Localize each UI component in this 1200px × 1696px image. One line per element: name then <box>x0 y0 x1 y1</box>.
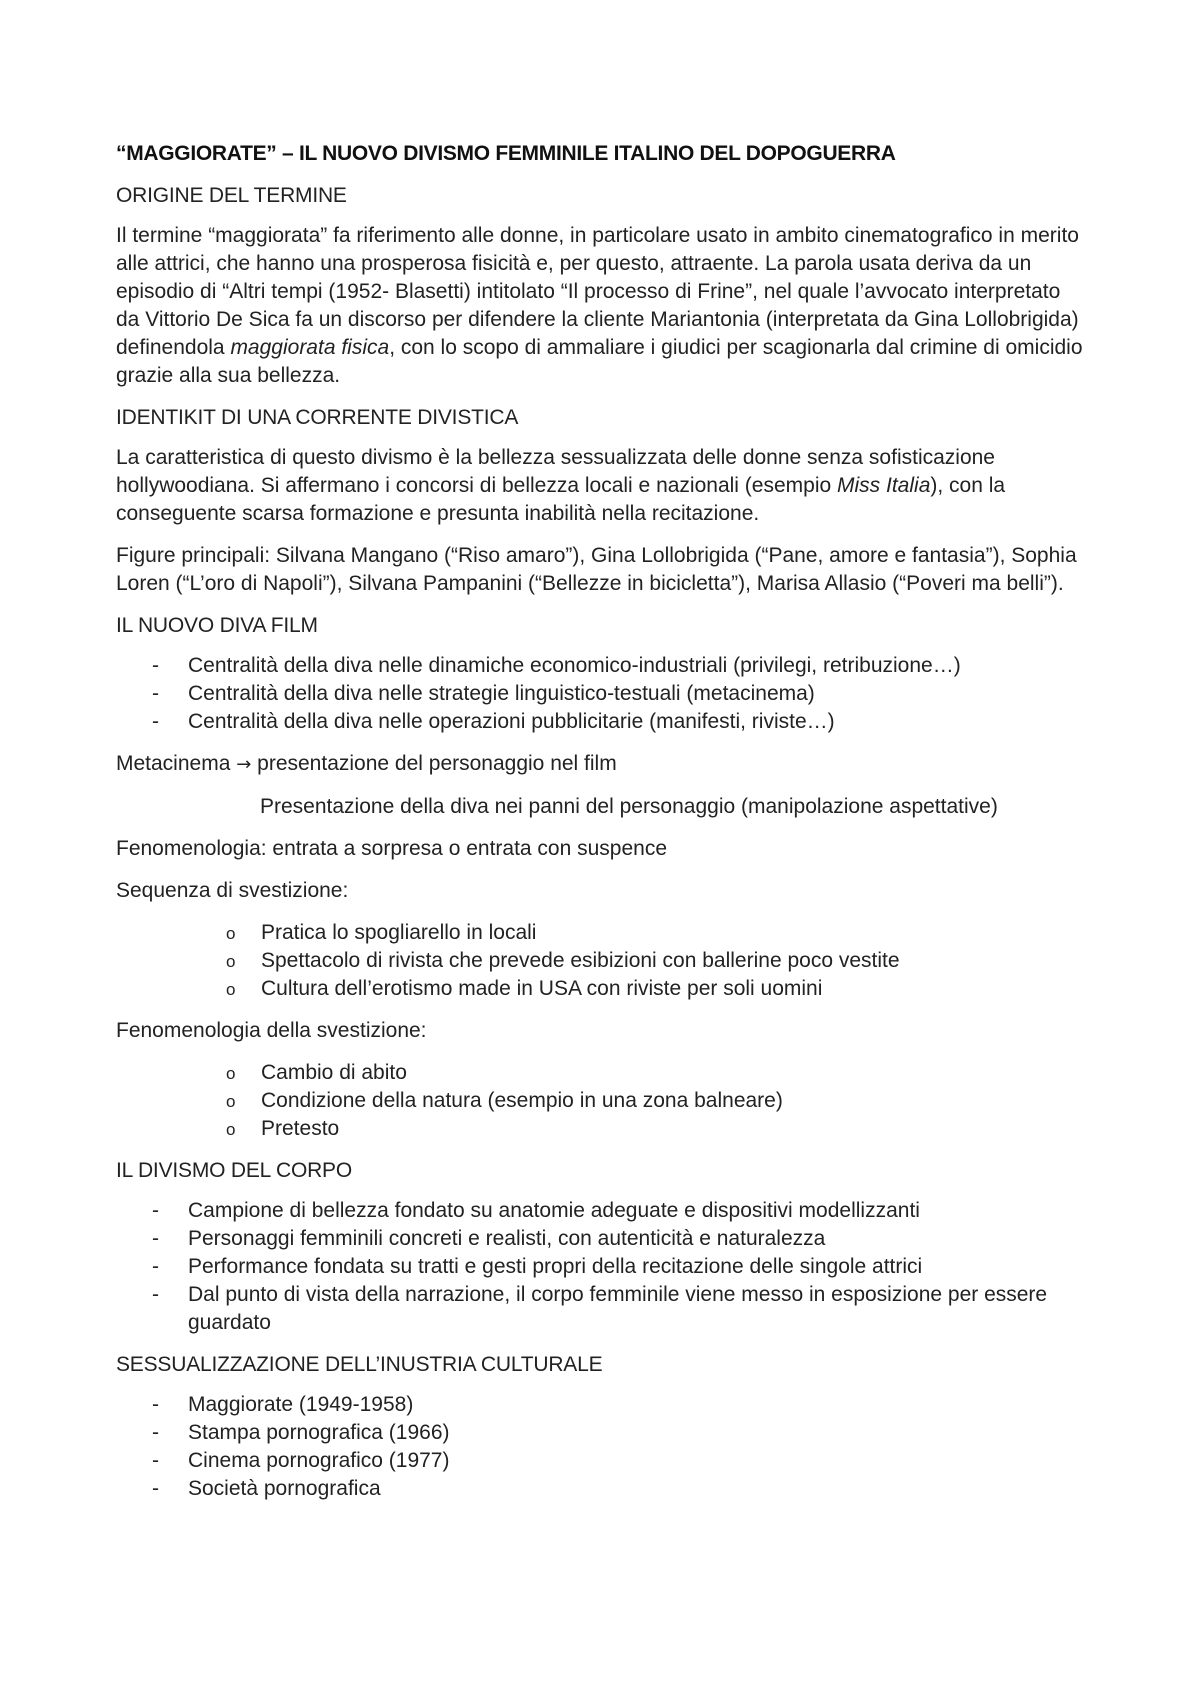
paragraph-sequenza-heading: Sequenza di svestizione: <box>116 879 349 902</box>
section-heading-origine: ORIGINE DEL TERMINE <box>116 184 347 207</box>
list-item: - Stampa pornografica (1966) <box>152 1421 450 1444</box>
list-item: o Cambio di abito <box>226 1061 407 1084</box>
paragraph-identikit: La caratteristica di questo divismo è la bellezza sessualizzata delle donne senza sofisticazione hollywoodiana. Si affermano i concorsi di bellezza locali e nazionali (esempio Miss Italia), con la conseguente scarsa formazione e presunta inabilità nella recitazione. <box>116 446 1006 525</box>
arrow-right-icon: → <box>236 754 252 775</box>
paragraph-origine: Il termine “maggiorata” fa riferimento alle donne, in particolare usato in ambito cinematografico in merito alle attrici, che hanno una prosperosa fisicità e, per questo, attraente. La parola usata deriva da un episodio di “Altri tempi (1952- Blasetti) intitolato “Il processo di Frine”, nel quale l’avvocato interpretato da Vittorio De Sica fa un discorso per difendere la cliente Mariantonia (interpretata da Gina Lollobrigida) definendola maggiorata fisica, con lo scopo di ammaliare i giudici per scagionarla dal crimine di omicidio grazie alla sua bellezza. <box>116 224 1083 387</box>
document-title: “MAGGIORATE” – IL NUOVO DIVISMO FEMMINILE ITALINO DEL DOPOGUERRA <box>116 142 896 165</box>
list-diva-film <box>116 652 1086 736</box>
list-item: - Cinema pornografico (1977) <box>152 1449 450 1472</box>
list-item: o Spettacolo di rivista che prevede esibizioni con ballerine poco vestite <box>226 949 900 972</box>
paragraph-fenomenologia: Fenomenologia: entrata a sorpresa o entrata con suspence <box>116 837 668 860</box>
list-item: - Dal punto di vista della narrazione, il corpo femminile viene messo in esposizione per essere guardato <box>152 1283 1048 1334</box>
section-heading-sessualizzazione: SESSUALIZZAZIONE DELL’INUSTRIA CULTURALE <box>116 1353 603 1376</box>
paragraph-metacinema-indent: Presentazione della diva nei panni del personaggio (manipolazione aspettative) <box>260 795 998 818</box>
paragraph-metacinema: Metacinema → presentazione del personaggio nel film <box>116 752 617 775</box>
paragraph-figure-principali: Figure principali: Silvana Mangano (“Riso amaro”), Gina Lollobrigida (“Pane, amore e fantasia”), Sophia Loren (“L’oro di Napoli”), Silvana Pampanini (“Bellezze in bicicletta”), Marisa Allasio (“Poveri ma belli”). <box>116 544 1077 595</box>
list-divismo-corpo <box>116 1197 1086 1337</box>
list-item: o Pretesto <box>226 1117 340 1140</box>
list-sequenza-svestizione <box>116 919 1086 1003</box>
list-item: - Performance fondata su tratti e gesti propri della recitazione delle singole attrici <box>152 1255 923 1278</box>
list-item: o Cultura dell’erotismo made in USA con riviste per soli uomini <box>226 977 823 1000</box>
list-item: - Centralità della diva nelle dinamiche economico-industriali (privilegi, retribuzione…) <box>152 654 961 677</box>
list-item: - Personaggi femminili concreti e realisti, con autenticità e naturalezza <box>152 1227 826 1250</box>
list-item: o Pratica lo spogliarello in locali <box>226 921 537 944</box>
list-item: - Campione di bellezza fondato su anatomie adeguate e dispositivi modellizzanti <box>152 1199 920 1222</box>
paragraph-fenomenologia-svestizione-heading: Fenomenologia della svestizione: <box>116 1019 427 1042</box>
list-item: - Maggiorate (1949-1958) <box>152 1393 414 1416</box>
list-item: o Condizione della natura (esempio in una zona balneare) <box>226 1089 783 1112</box>
section-heading-divismo-corpo: IL DIVISMO DEL CORPO <box>116 1159 352 1182</box>
section-heading-diva-film: IL NUOVO DIVA FILM <box>116 614 318 637</box>
list-item: - Centralità della diva nelle strategie linguistico-testuali (metacinema) <box>152 682 815 705</box>
list-fenomenologia-svestizione <box>116 1059 1086 1143</box>
document-body <box>116 140 1086 1517</box>
list-sessualizzazione <box>116 1391 1086 1503</box>
list-item: - Centralità della diva nelle operazioni pubblicitarie (manifesti, riviste…) <box>152 710 835 733</box>
section-heading-identikit: IDENTIKIT DI UNA CORRENTE DIVISTICA <box>116 406 519 429</box>
list-item: - Società pornografica <box>152 1477 381 1500</box>
